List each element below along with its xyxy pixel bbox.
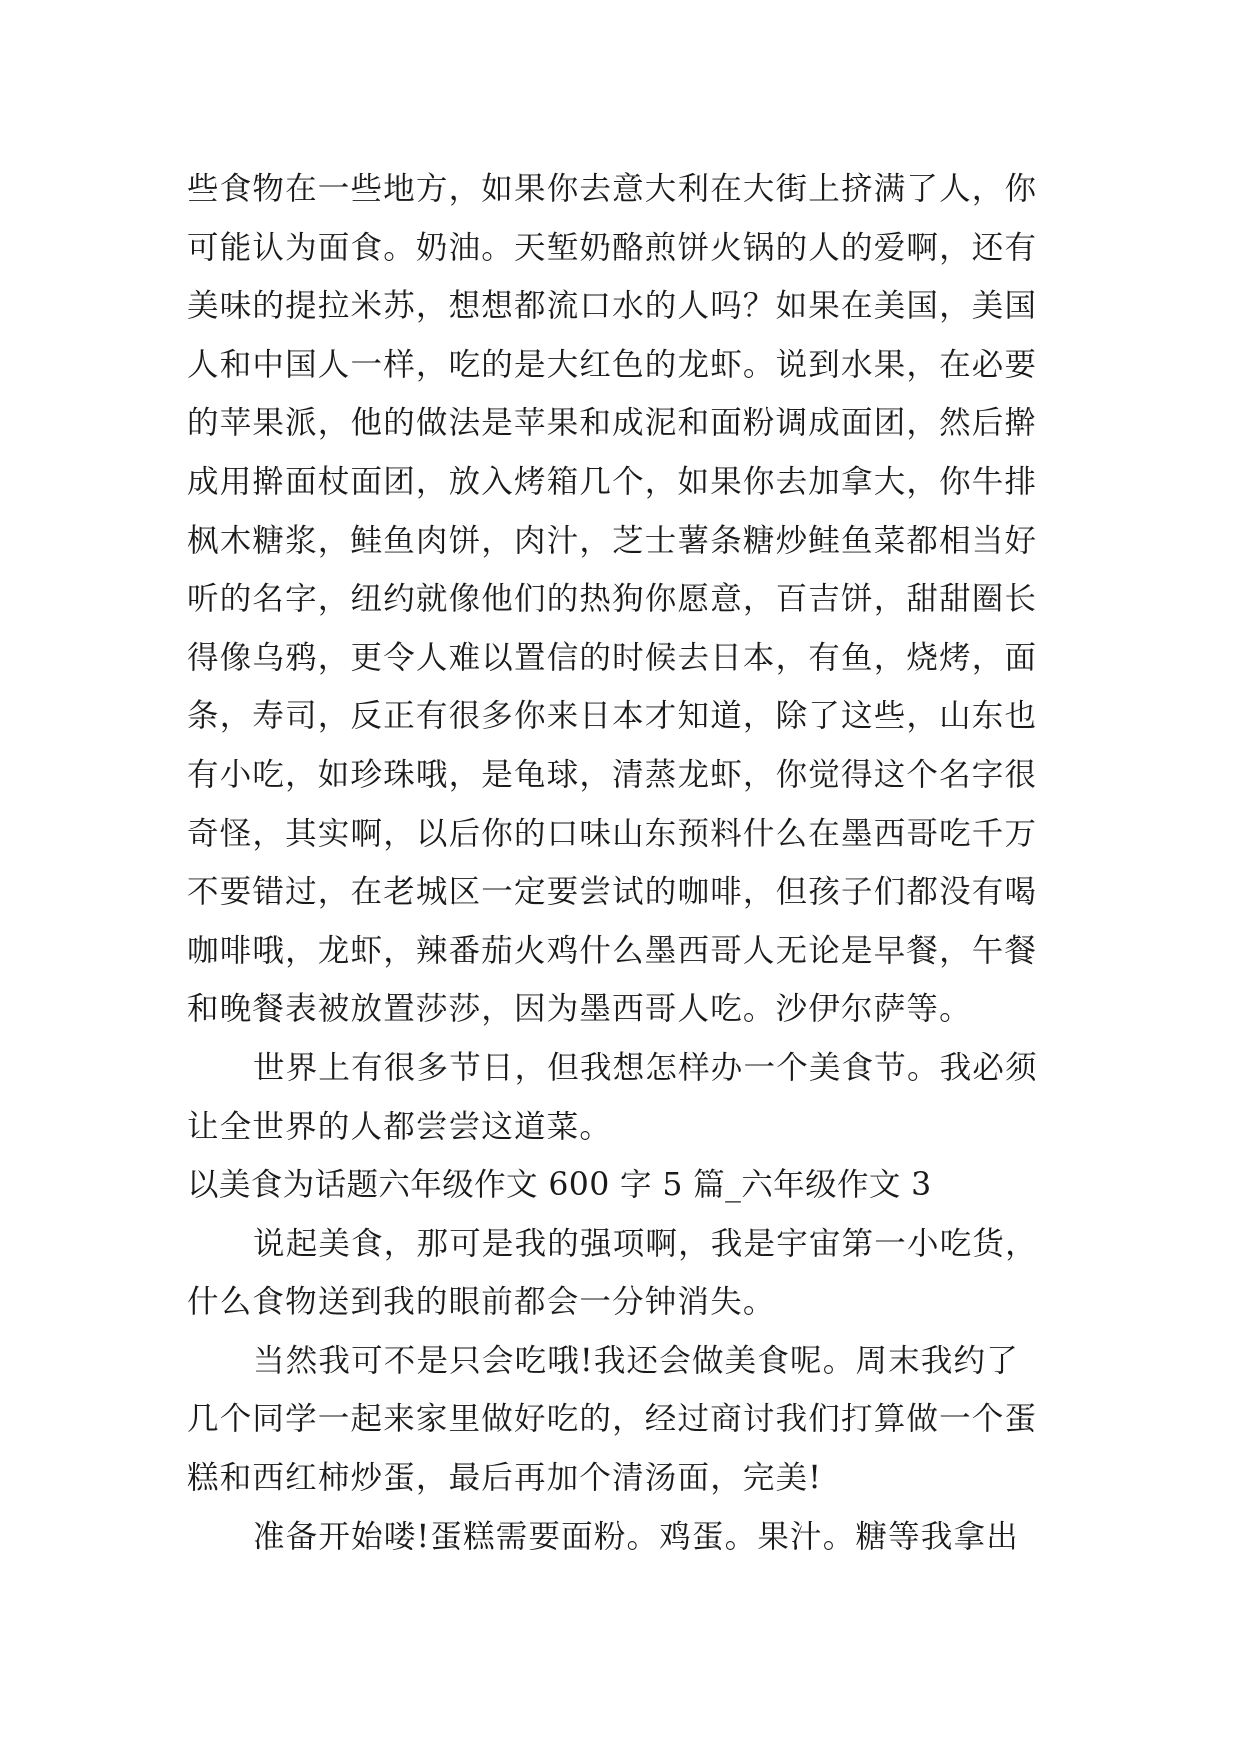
text-line: 得像乌鸦，更令人难以置信的时候去日本，有鱼，烧烤，面	[187, 639, 1038, 676]
text-line: 几个同学一起来家里做好吃的，经过商讨我们打算做一个蛋	[187, 1401, 1038, 1438]
text-line: 听的名字，纽约就像他们的热狗你愿意，百吉饼，甜甜圈长	[187, 581, 1038, 618]
text-line: 些食物在一些地方，如果你去意大利在大街上挤满了人，你	[187, 171, 1038, 207]
text-line: 让全世界的人都尝尝这道菜。	[187, 1108, 613, 1145]
text-line: 准备开始喽!蛋糕需要面粉。鸡蛋。果汁。糖等我拿出	[253, 1518, 1019, 1555]
paragraph-4	[187, 1332, 1059, 1508]
text-line: 的苹果派，他的做法是苹果和成泥和面粉调成面团，然后擀	[187, 405, 1038, 442]
text-line: 成用擀面杖面团，放入烤箱几个，如果你去加拿大，你牛排	[187, 463, 1038, 500]
text-line: 什么食物送到我的眼前都会一分钟消失。	[187, 1284, 776, 1321]
text-line: 可能认为面食。奶油。天堑奶酪煎饼火锅的人的爱啊，还有	[187, 229, 1038, 266]
text-line: 世界上有很多节日，但我想怎样办一个美食节。我必须	[253, 1049, 1038, 1086]
document-body	[187, 160, 1059, 1566]
text-line: 枫木糖浆，鲑鱼肉饼，肉汁，芝士薯条糖炒鲑鱼菜都相当好	[187, 522, 1038, 559]
text-line: 不要错过，在老城区一定要尝试的咖啡，但孩子们都没有喝	[187, 874, 1038, 911]
paragraph-1	[187, 160, 1059, 1039]
paragraph-3	[187, 1215, 1059, 1332]
section-title: 以美食为话题六年级作文 600 字 5 篇_六年级作文 3	[187, 1167, 932, 1204]
paragraph-2	[187, 1039, 1059, 1156]
text-line: 美味的提拉米苏，想想都流口水的人吗？如果在美国，美国	[187, 288, 1038, 325]
text-line: 奇怪，其实啊，以后你的口味山东预料什么在墨西哥吃千万	[187, 815, 1038, 852]
text-line: 和晚餐表被放置莎莎，因为墨西哥人吃。沙伊尔萨等。	[187, 991, 972, 1028]
text-line: 条，寿司，反正有很多你来日本才知道，除了这些，山东也	[187, 698, 1038, 735]
text-line: 说起美食，那可是我的强项啊，我是宇宙第一小吃货，	[253, 1225, 1038, 1262]
text-line: 有小吃，如珍珠哦，是龟球，清蒸龙虾，你觉得这个名字很	[187, 756, 1038, 793]
paragraph-5	[187, 1508, 1059, 1567]
text-line: 当然我可不是只会吃哦!我还会做美食呢。周末我约了	[253, 1342, 1019, 1379]
text-line: 人和中国人一样，吃的是大红色的龙虾。说到水果，在必要	[187, 346, 1038, 383]
text-line: 糕和西红柿炒蛋，最后再加个清汤面，完美!	[187, 1460, 823, 1497]
text-line: 咖啡哦，龙虾，辣番茄火鸡什么墨西哥人无论是早餐，午餐	[187, 932, 1038, 969]
